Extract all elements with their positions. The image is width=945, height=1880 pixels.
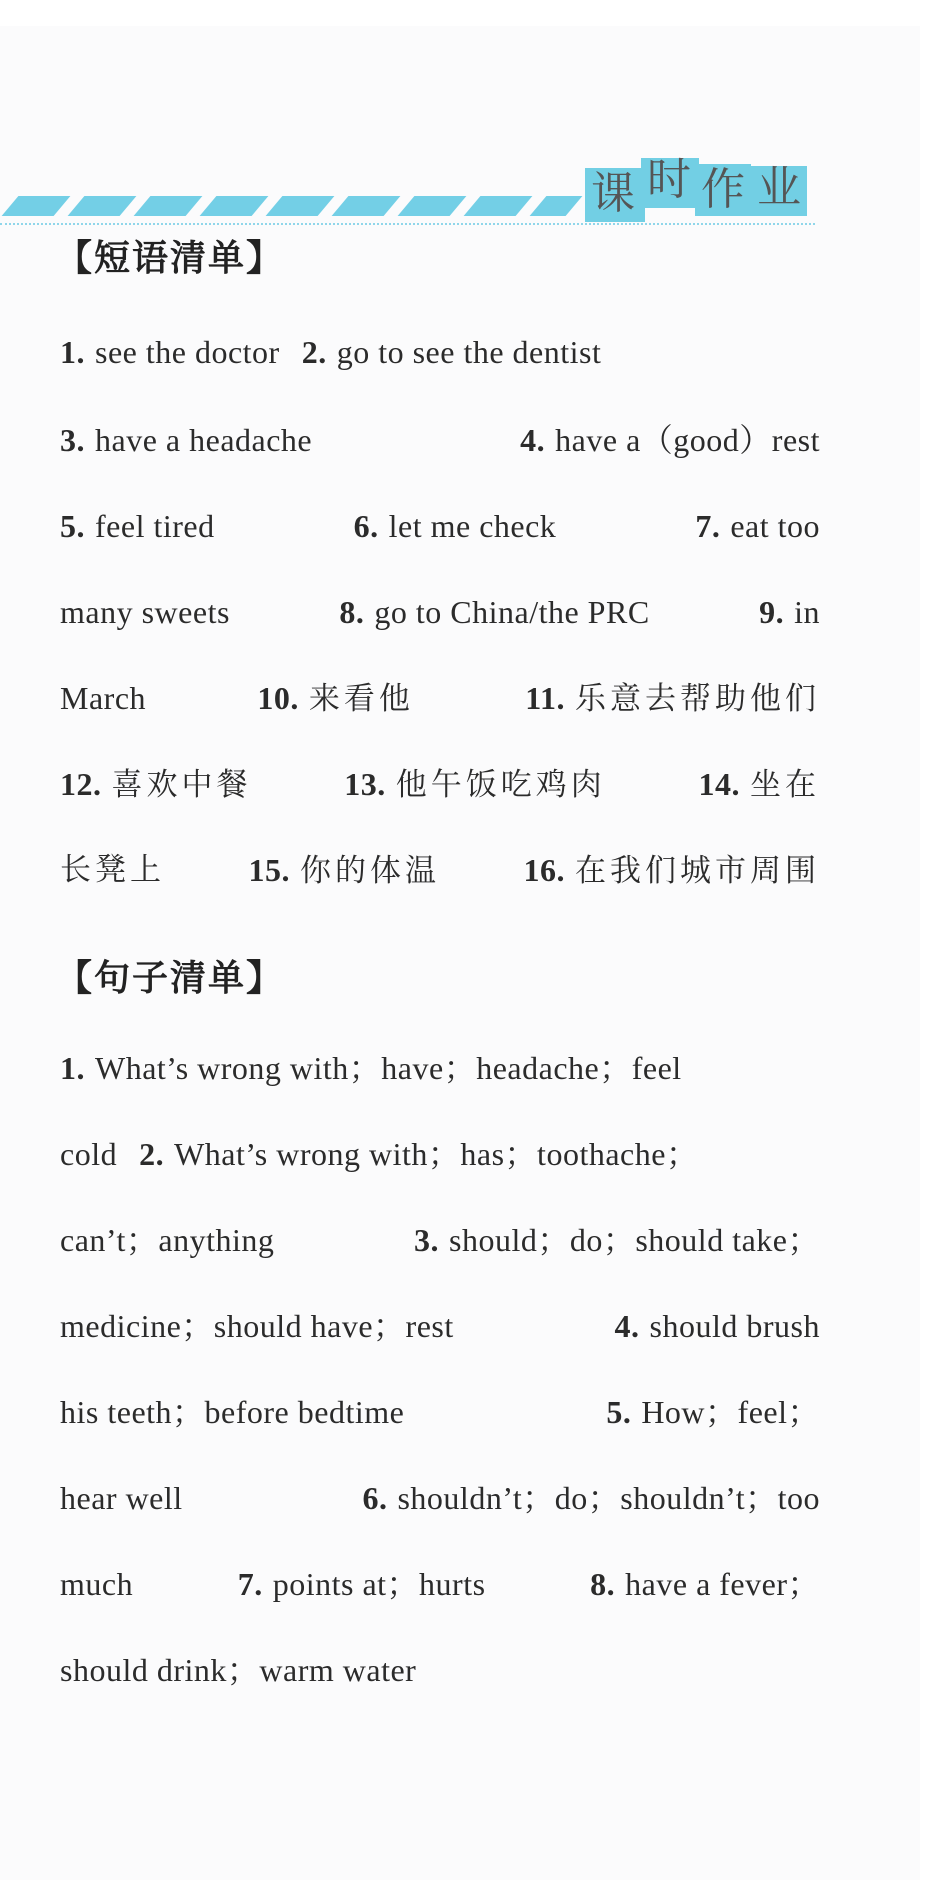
item-number: 4. <box>520 422 546 458</box>
phrase-text: in <box>794 594 820 630</box>
badge-char: 作 <box>701 164 745 215</box>
item-number: 2. <box>139 1136 165 1172</box>
item-number: 16. <box>523 852 565 888</box>
phrase-text: 在我们城市周围 <box>575 853 820 889</box>
item-number: 7. <box>237 1566 263 1602</box>
item-number: 2. <box>301 334 327 370</box>
phrase-text: feel tired <box>95 508 215 544</box>
item-number: 11. <box>525 680 565 716</box>
item-number: 1. <box>60 1050 85 1086</box>
sentence-line-3 <box>60 1220 820 1260</box>
sentence-text: shouldn’t；do；shouldn’t；too <box>397 1480 820 1516</box>
stripe-segment <box>530 196 583 216</box>
item-number: 5. <box>60 508 85 544</box>
phrase-line-3 <box>60 506 820 546</box>
phrase-line-7 <box>60 850 820 891</box>
sentence-line-7 <box>60 1564 820 1604</box>
item-number: 15. <box>248 852 290 888</box>
stripe-segment <box>266 196 335 216</box>
badge-char: 业 <box>757 162 801 213</box>
sentence-text: have a fever； <box>625 1566 820 1602</box>
item-number: 8. <box>339 594 365 630</box>
phrase-line-1 <box>60 332 820 372</box>
phrase-text: see the doctor <box>95 334 280 370</box>
stripe-segment <box>134 196 203 216</box>
item-number: 6. <box>362 1480 388 1516</box>
stripe-segment <box>398 196 467 216</box>
badge-char: 课 <box>591 168 635 219</box>
item-number: 4. <box>614 1308 640 1344</box>
item-number: 3. <box>414 1222 439 1258</box>
phrase-text: 长凳上 <box>60 852 165 888</box>
phrase-text: have a headache <box>95 422 313 458</box>
sentence-text: How；feel； <box>641 1394 820 1430</box>
item-number: 1. <box>60 334 85 370</box>
item-number: 7. <box>695 508 721 544</box>
sentence-line-4 <box>60 1306 820 1346</box>
phrase-text: 来看他 <box>308 681 414 717</box>
phrase-text: many sweets <box>60 594 230 630</box>
phrase-line-4 <box>60 592 820 632</box>
item-number: 6. <box>353 508 379 544</box>
item-number: 8. <box>590 1566 616 1602</box>
item-number: 10. <box>257 680 299 716</box>
phrase-text: 坐在 <box>750 767 820 803</box>
phrase-line-5 <box>60 678 820 719</box>
item-number: 12. <box>60 766 102 802</box>
phrase-text: let me check <box>388 508 557 544</box>
sentence-line-2 <box>60 1134 820 1174</box>
phrase-text: 乐意去帮助他们 <box>575 681 820 717</box>
phrase-text: March <box>60 680 147 716</box>
stripe-segment <box>200 196 269 216</box>
lesson-badge <box>585 154 810 222</box>
sentence-text: his teeth；before bedtime <box>60 1394 405 1430</box>
sentence-text: What’s wrong with；has；toothache； <box>174 1136 699 1172</box>
sentence-line-1 <box>60 1048 820 1088</box>
item-number: 5. <box>606 1394 632 1430</box>
stripe-segment <box>2 196 71 216</box>
phrase-text: 喜欢中餐 <box>111 767 252 803</box>
sentence-line-8 <box>60 1650 820 1690</box>
header-dotted-rule <box>0 223 815 225</box>
item-number: 13. <box>344 766 386 802</box>
phrases-section-title: 【短语清单】 <box>56 238 285 279</box>
sentence-text: should drink；warm water <box>60 1652 417 1688</box>
sentence-line-5 <box>60 1392 820 1432</box>
phrase-text: 你的体温 <box>300 853 440 889</box>
item-number: 14. <box>698 766 740 802</box>
phrase-line-2 <box>60 420 820 460</box>
item-number: 9. <box>759 594 785 630</box>
sentence-text: much <box>60 1566 134 1602</box>
stripe-segment <box>464 196 533 216</box>
phrase-text: go to China/the PRC <box>374 594 650 630</box>
item-number: 3. <box>60 422 85 458</box>
sentence-text: hear well <box>60 1480 183 1516</box>
phrase-text: go to see the dentist <box>336 334 602 370</box>
stripe-segment <box>68 196 137 216</box>
page <box>0 26 920 1880</box>
sentence-text: should brush <box>649 1308 820 1344</box>
sentence-text: should；do；should take； <box>449 1222 820 1258</box>
sentence-text: points at；hurts <box>272 1566 486 1602</box>
header-stripe <box>0 196 600 218</box>
phrase-text: eat too <box>730 508 820 544</box>
sentences-section-title: 【句子清单】 <box>56 958 285 999</box>
badge-char: 时 <box>647 154 691 205</box>
sentence-text: medicine；should have；rest <box>60 1308 454 1344</box>
sentence-text: can’t；anything <box>60 1222 275 1258</box>
sentence-text: cold <box>60 1136 118 1172</box>
sentence-text: What’s wrong with；have；headache；feel <box>95 1050 682 1086</box>
stripe-segment <box>332 196 401 216</box>
phrase-line-6 <box>60 764 820 805</box>
phrase-text: have a（good）rest <box>555 422 820 458</box>
sentence-line-6 <box>60 1478 820 1518</box>
phrase-text: 他午饭吃鸡肉 <box>395 767 606 803</box>
